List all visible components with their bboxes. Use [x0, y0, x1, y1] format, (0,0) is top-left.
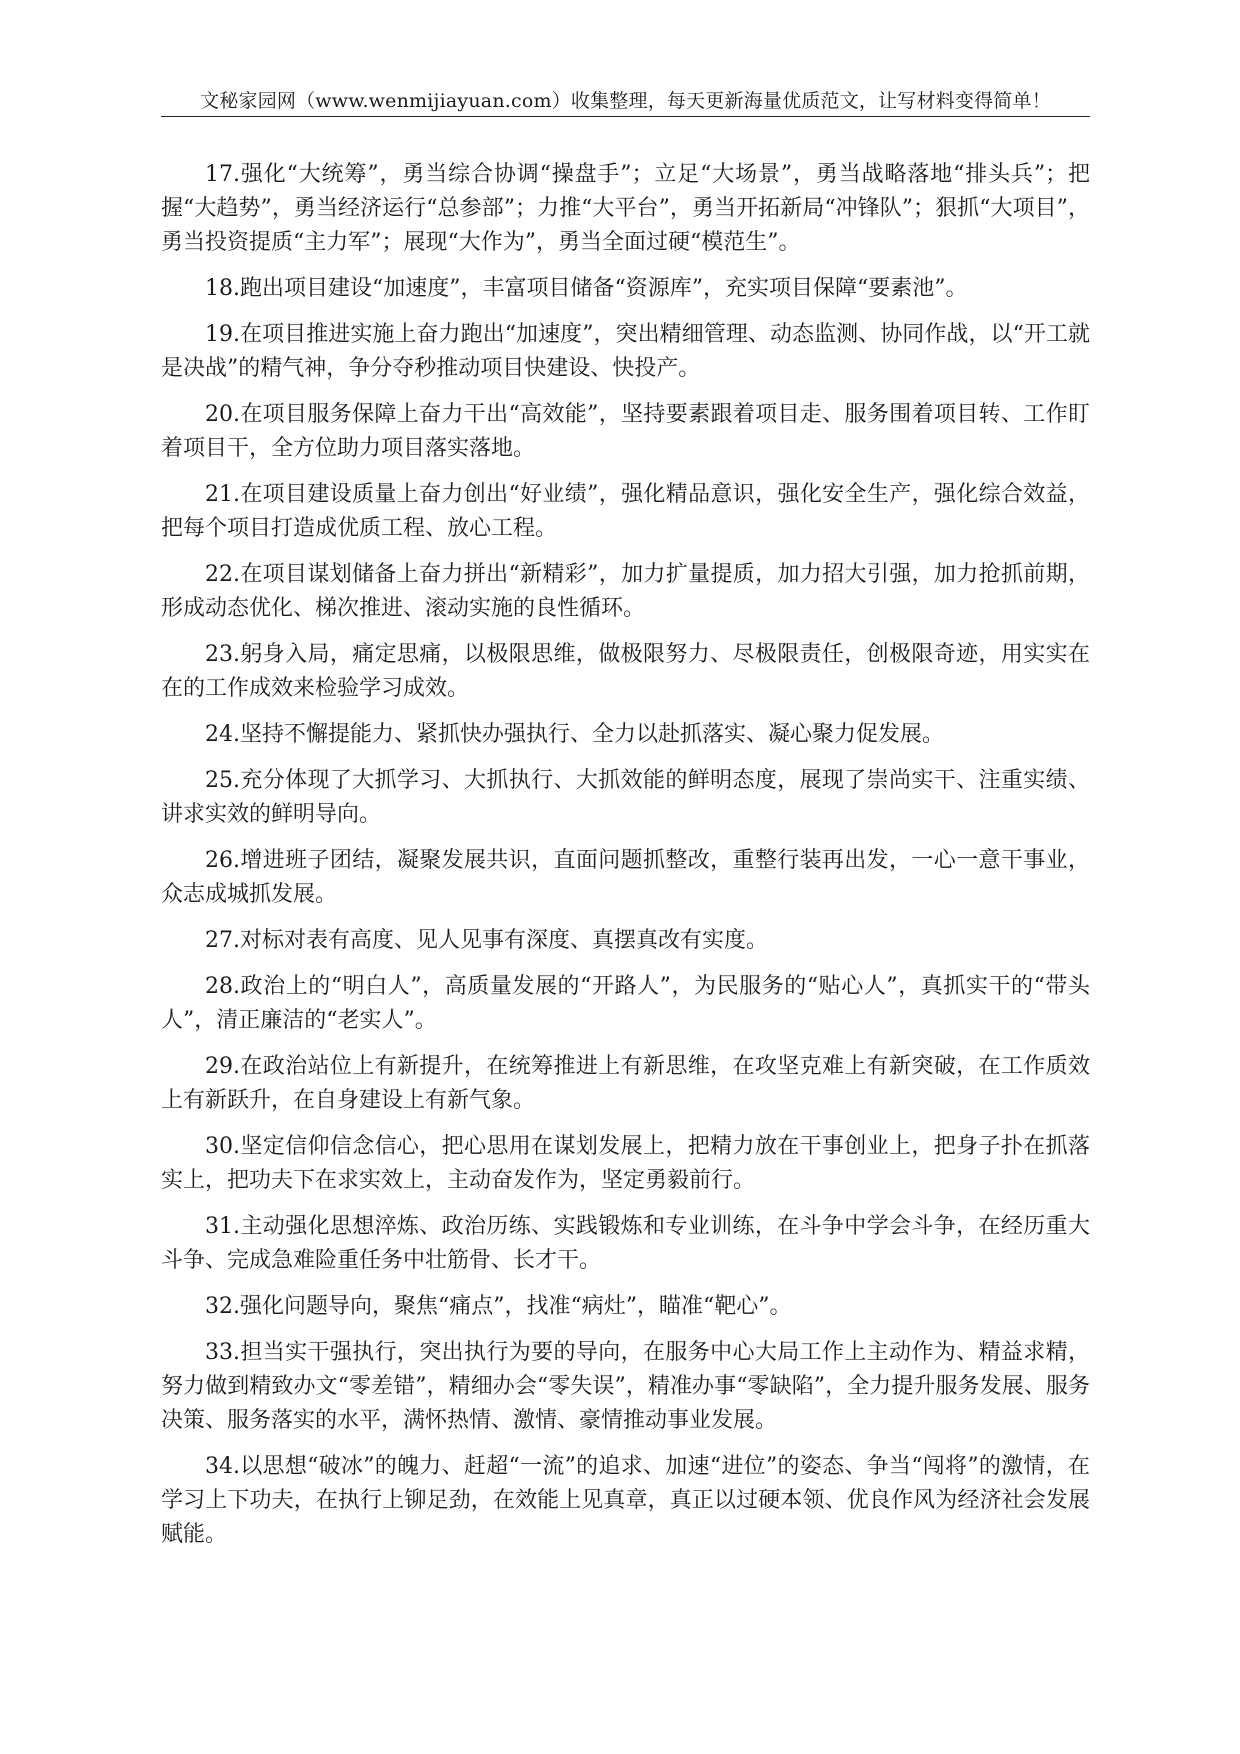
paragraph-24: 24.坚持不懈提能力、紧抓快办强执行、全力以赴抓落实、凝心聚力促发展。: [205, 722, 944, 747]
paragraph-19: 19.在项目推进实施上奋力跑出“加速度”，突出精细管理、动态监测、协同作战，以“开工就是决战”的精气神，争分夺秒推动项目快建设、快投产。: [161, 322, 1090, 381]
paragraph-27: 27.对标对表有高度、见人见事有深度、真摆真改有实度。: [205, 928, 768, 953]
paragraph-31: 31.主动强化思想淬炼、政治历练、实践锻炼和专业训练，在斗争中学会斗争，在经历重大斗争、完成急难险重任务中壮筋骨、长才干。: [161, 1214, 1090, 1273]
paragraph-28: 28.政治上的“明白人”，高质量发展的“开路人”，为民服务的“贴心人”，真抓实干的“带头人”，清正廉洁的“老实人”。: [161, 974, 1090, 1033]
document-body: [161, 158, 1090, 1564]
paragraph-22: 22.在项目谋划储备上奋力拼出“新精彩”，加力扩量提质，加力招大引强，加力抢抓前期，形成动态优化、梯次推进、滚动实施的良性循环。: [161, 562, 1090, 621]
paragraph-21: 21.在项目建设质量上奋力创出“好业绩”，强化精品意识，强化安全生产，强化综合效益，把每个项目打造成优质工程、放心工程。: [161, 482, 1090, 541]
paragraph-18: 18.跑出项目建设“加速度”，丰富项目储备“资源库”，充实项目保障“要素池”。: [205, 276, 968, 301]
page-header: 文秘家园网（www.wenmijiayuan.com）收集整理，每天更新海量优质范文，让写材料变得简单！: [161, 86, 1090, 117]
paragraph-29: 29.在政治站位上有新提升，在统筹推进上有新思维，在攻坚克难上有新突破，在工作质效上有新跃升，在自身建设上有新气象。: [161, 1054, 1090, 1113]
paragraph-34: 34.以思想“破冰”的魄力、赶超“一流”的追求、加速“进位”的姿态、争当“闯将”的激情，在学习上下功夫，在执行上铆足劲，在效能上见真章，真正以过硬本领、优良作风为经济社会发展赋能。: [161, 1454, 1090, 1547]
paragraph-17: 17.强化“大统筹”，勇当综合协调“操盘手”；立足“大场景”，勇当战略落地“排头兵”；把握“大趋势”，勇当经济运行“总参部”；力推“大平台”，勇当开拓新局“冲锋队”；狠抓“大项目”，勇当投资提质“主力军”；展现“大作为”，勇当全面过硬“模范生”。: [161, 162, 1090, 255]
paragraph-23: 23.躬身入局，痛定思痛，以极限思维，做极限努力、尽极限责任，创极限奇迹，用实实在在的工作成效来检验学习成效。: [161, 642, 1090, 701]
paragraph-20: 20.在项目服务保障上奋力干出“高效能”，坚持要素跟着项目走、服务围着项目转、工作盯着项目干，全方位助力项目落实落地。: [161, 402, 1090, 461]
paragraph-30: 30.坚定信仰信念信心，把心思用在谋划发展上，把精力放在干事创业上，把身子扑在抓落实上，把功夫下在求实效上，主动奋发作为，坚定勇毅前行。: [161, 1134, 1090, 1193]
paragraph-33: 33.担当实干强执行，突出执行为要的导向，在服务中心大局工作上主动作为、精益求精，努力做到精致办文“零差错”，精细办会“零失误”，精准办事“零缺陷”，全力提升服务发展、服务决策、服务落实的水平，满怀热情、激情、豪情推动事业发展。: [161, 1340, 1090, 1433]
paragraph-32: 32.强化问题导向，聚焦“痛点”，找准“病灶”，瞄准“靶心”。: [205, 1294, 792, 1319]
paragraph-25: 25.充分体现了大抓学习、大抓执行、大抓效能的鲜明态度，展现了崇尚实干、注重实绩、讲求实效的鲜明导向。: [161, 768, 1090, 827]
paragraph-26: 26.增进班子团结，凝聚发展共识，直面问题抓整改，重整行装再出发，一心一意干事业，众志成城抓发展。: [161, 848, 1090, 907]
